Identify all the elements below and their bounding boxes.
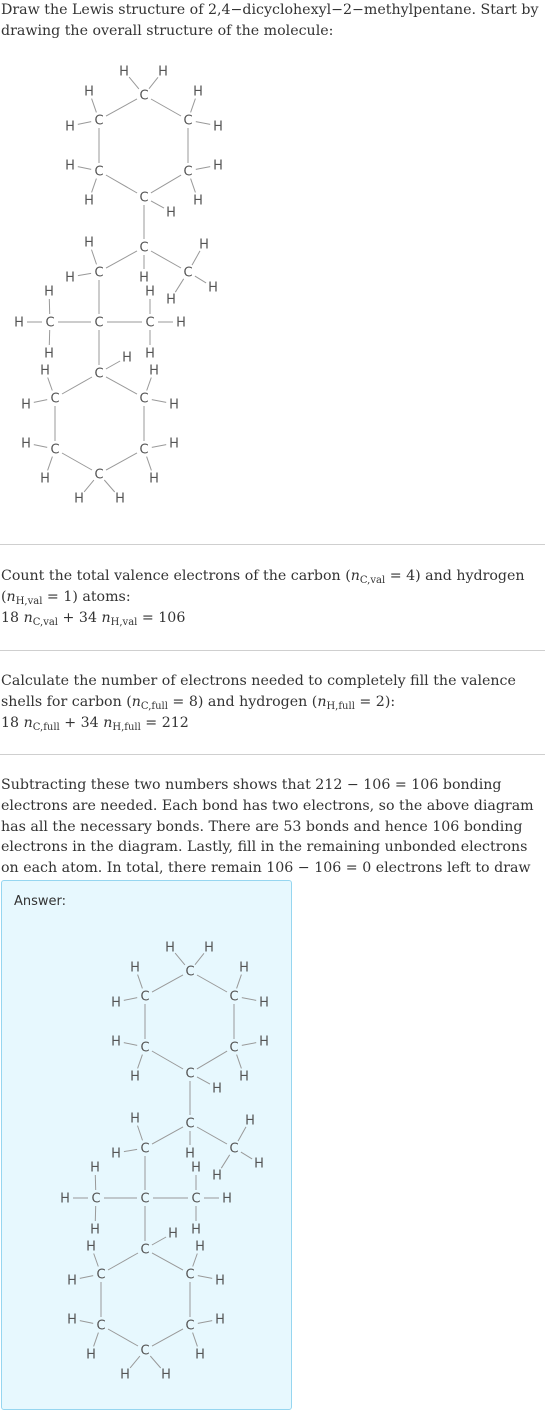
hydrogen-atom: H	[169, 436, 179, 452]
answer-label: Answer:	[14, 894, 67, 909]
hydrogen-atom: H	[21, 397, 31, 413]
bond-line	[197, 1051, 227, 1069]
carbon-atom: C	[140, 989, 150, 1005]
bond-line	[80, 1321, 93, 1324]
hydrogen-atom: H	[21, 436, 31, 452]
bond-line	[198, 1276, 212, 1279]
hydrogen-atom: H	[40, 471, 50, 487]
hydrogen-atom: H	[199, 237, 209, 253]
hydrogen-atom: H	[120, 1367, 130, 1383]
bond-line	[198, 1321, 212, 1324]
hydrogen-atom: H	[86, 1239, 96, 1255]
hydrogen-atom: H	[90, 1160, 100, 1176]
bond-line	[152, 1329, 183, 1346]
bond-line	[237, 975, 242, 989]
hydrogen-atom: H	[149, 471, 159, 487]
bond-line	[138, 1126, 143, 1141]
subtract-text: Subtracting these two numbers shows that 212 − 106 = 106 bonding electrons are needed. Each bond has two electrons, so the above diagram has all the necessary bonds. There are 53 bonds and hence 106 bonding electrons in the diagram. Lastly, fill in the remaining unbonded electrons on each atom. In total, there remain 106 − 106 = 0 electrons left to draw	[1, 777, 534, 877]
bond-line	[241, 1152, 252, 1159]
hydrogen-atom: H	[111, 1034, 121, 1050]
hydrogen-atom: H	[176, 315, 186, 331]
carbon-atom: C	[191, 1191, 201, 1207]
hydrogen-atom: H	[90, 1222, 100, 1238]
hydrogen-atom: H	[208, 280, 218, 296]
carbon-atom: C	[140, 1040, 150, 1056]
carbon-atom: C	[139, 88, 149, 104]
carbon-atom: C	[96, 1318, 106, 1334]
bond-line	[152, 975, 183, 992]
bond-line	[138, 1055, 143, 1069]
hydrogen-atom: H	[130, 1111, 140, 1127]
hydrogen-atom: H	[86, 1347, 96, 1363]
hydrogen-atom: H	[67, 1312, 77, 1328]
hydrogen-atom: H	[44, 284, 54, 300]
hydrogen-atom: H	[65, 119, 75, 135]
carbon-atom: C	[140, 1191, 150, 1207]
bond-line	[152, 1237, 166, 1245]
bond-line	[152, 1051, 183, 1069]
hydrogen-atom: H	[213, 158, 223, 174]
hydrogen-atom: H	[122, 350, 132, 366]
hydrogen-atom: H	[191, 1160, 201, 1176]
carbon-atom: C	[185, 1318, 195, 1334]
bond-line	[238, 1127, 246, 1141]
hydrogen-atom: H	[166, 205, 176, 221]
bond-line	[108, 1253, 138, 1270]
carbon-atom: C	[139, 391, 149, 407]
hydrogen-atom: H	[259, 1034, 269, 1050]
carbon-atom: C	[140, 1141, 150, 1157]
hydrogen-atom: H	[67, 1273, 77, 1289]
carbon-atom: C	[185, 1116, 195, 1132]
hydrogen-atom: H	[191, 1222, 201, 1238]
hydrogen-atom: H	[158, 64, 168, 80]
carbon-atom: C	[50, 442, 60, 458]
bond-line	[197, 1077, 210, 1084]
hydrogen-atom: H	[145, 284, 155, 300]
hydrogen-atom: H	[84, 235, 94, 251]
carbon-atom: C	[139, 442, 149, 458]
carbon-atom: C	[139, 190, 149, 206]
hydrogen-atom: H	[111, 1146, 121, 1162]
bond-line	[193, 1254, 198, 1267]
bond-line	[152, 1253, 183, 1270]
bond-line	[124, 1149, 137, 1151]
carbon-atom: C	[185, 1267, 195, 1283]
hydrogen-atom: H	[239, 1069, 249, 1085]
carbon-atom: C	[94, 113, 104, 129]
hydrogen-atom: H	[44, 346, 54, 362]
carbon-atom: C	[183, 164, 193, 180]
hydrogen-atom: H	[212, 1081, 222, 1097]
intro-text: Draw the Lewis structure of 2,4−dicyclohexyl−2−methylpentane. Start by drawing the overall structure of the molecule:	[1, 2, 539, 39]
carbon-atom: C	[50, 391, 60, 407]
hydrogen-atom: H	[65, 270, 75, 286]
carbon-atom: C	[183, 113, 193, 129]
hydrogen-atom: H	[130, 1069, 140, 1085]
bond-line	[195, 953, 204, 964]
carbon-atom: C	[96, 1267, 106, 1283]
hydrogen-atom: H	[213, 119, 223, 135]
hydrogen-atom: H	[40, 363, 50, 379]
bond-line	[138, 975, 143, 989]
carbon-atom: C	[91, 1191, 101, 1207]
hydrogen-atom: H	[149, 363, 159, 379]
hydrogen-atom: H	[222, 1191, 232, 1207]
hydrogen-atom: H	[14, 315, 24, 331]
carbon-atom: C	[139, 240, 149, 256]
bond-line	[94, 1254, 99, 1267]
carbon-atom: C	[183, 265, 193, 281]
bond-line	[152, 1127, 183, 1144]
carbon-atom: C	[94, 315, 104, 331]
carbon-atom: C	[140, 1242, 150, 1258]
hydrogen-atom: H	[185, 1146, 195, 1162]
hydrogen-atom: H	[139, 270, 149, 286]
hydrogen-atom: H	[193, 193, 203, 209]
carbon-atom: C	[229, 1040, 239, 1056]
bond-line	[197, 975, 227, 992]
hydrogen-atom: H	[60, 1191, 70, 1207]
hydrogen-atom: H	[254, 1156, 264, 1172]
carbon-atom: C	[94, 467, 104, 483]
bond-line	[130, 1356, 140, 1368]
bond-line	[221, 1155, 229, 1168]
bond-line	[150, 1356, 160, 1368]
bond-line	[124, 998, 137, 1001]
hydrogen-atom: H	[195, 1347, 205, 1363]
hydrogen-atom: H	[215, 1312, 225, 1328]
bond-line	[197, 1127, 227, 1144]
carbon-atom: C	[94, 164, 104, 180]
hydrogen-atom: H	[161, 1367, 171, 1383]
hydrogen-atom: H	[84, 193, 94, 209]
hydrogen-atom: H	[204, 940, 214, 956]
hydrogen-atom: H	[115, 491, 125, 507]
hydrogen-atom: H	[169, 397, 179, 413]
hydrogen-atom: H	[168, 1226, 178, 1242]
carbon-atom: C	[229, 1141, 239, 1157]
bond-line	[94, 1333, 99, 1347]
hydrogen-atom: H	[212, 1168, 222, 1184]
carbon-atom: C	[145, 315, 155, 331]
carbon-atom: C	[185, 964, 195, 980]
hydrogen-atom: H	[119, 64, 129, 80]
hydrogen-atom: H	[130, 960, 140, 976]
hydrogen-atom: H	[165, 940, 175, 956]
bond-line	[237, 1055, 242, 1069]
carbon-atom: C	[140, 1343, 150, 1359]
hydrogen-atom: H	[111, 995, 121, 1011]
hydrogen-atom: H	[239, 960, 249, 976]
bond-line	[124, 1043, 137, 1046]
bond-line	[108, 1329, 138, 1346]
hydrogen-atom: H	[195, 1239, 205, 1255]
valence-equation: 18 $n_{C,val} + 34$ $n_{H,val} = 106$	[1, 610, 186, 628]
full-shell-text: Calculate the number of electrons needed to completely fill the valence shells for carbon $(n_{C,full} = 8)$ and hydrogen $(n_{H,full} = 2)$:	[1, 673, 516, 712]
full-shell-equation: 18 $n_{C,full} + 34$ $n_{H,full} = 212$	[1, 715, 189, 733]
carbon-atom: C	[229, 989, 239, 1005]
carbon-atom: C	[94, 366, 104, 382]
hydrogen-atom: H	[65, 158, 75, 174]
hydrogen-atom: H	[166, 292, 176, 308]
hydrogen-atom: H	[193, 84, 203, 100]
carbon-atom: C	[94, 265, 104, 281]
hydrogen-atom: H	[215, 1273, 225, 1289]
hydrogen-atom: H	[245, 1113, 255, 1129]
bond-line	[193, 1333, 198, 1347]
valence-text: Count the total valence electrons of the carbon $(n_{C,val} = 4)$ and hydrogen $(n_{H,val} = 1)$ atoms:	[1, 568, 525, 607]
hydrogen-atom: H	[74, 491, 84, 507]
carbon-atom: C	[45, 315, 55, 331]
bond-line	[242, 998, 256, 1001]
hydrogen-atom: H	[145, 346, 155, 362]
hydrogen-atom: H	[259, 995, 269, 1011]
carbon-atom: C	[185, 1066, 195, 1082]
bond-line	[175, 953, 185, 965]
hydrogen-atom: H	[84, 84, 94, 100]
bond-line	[80, 1276, 93, 1279]
bond-line	[242, 1043, 256, 1046]
